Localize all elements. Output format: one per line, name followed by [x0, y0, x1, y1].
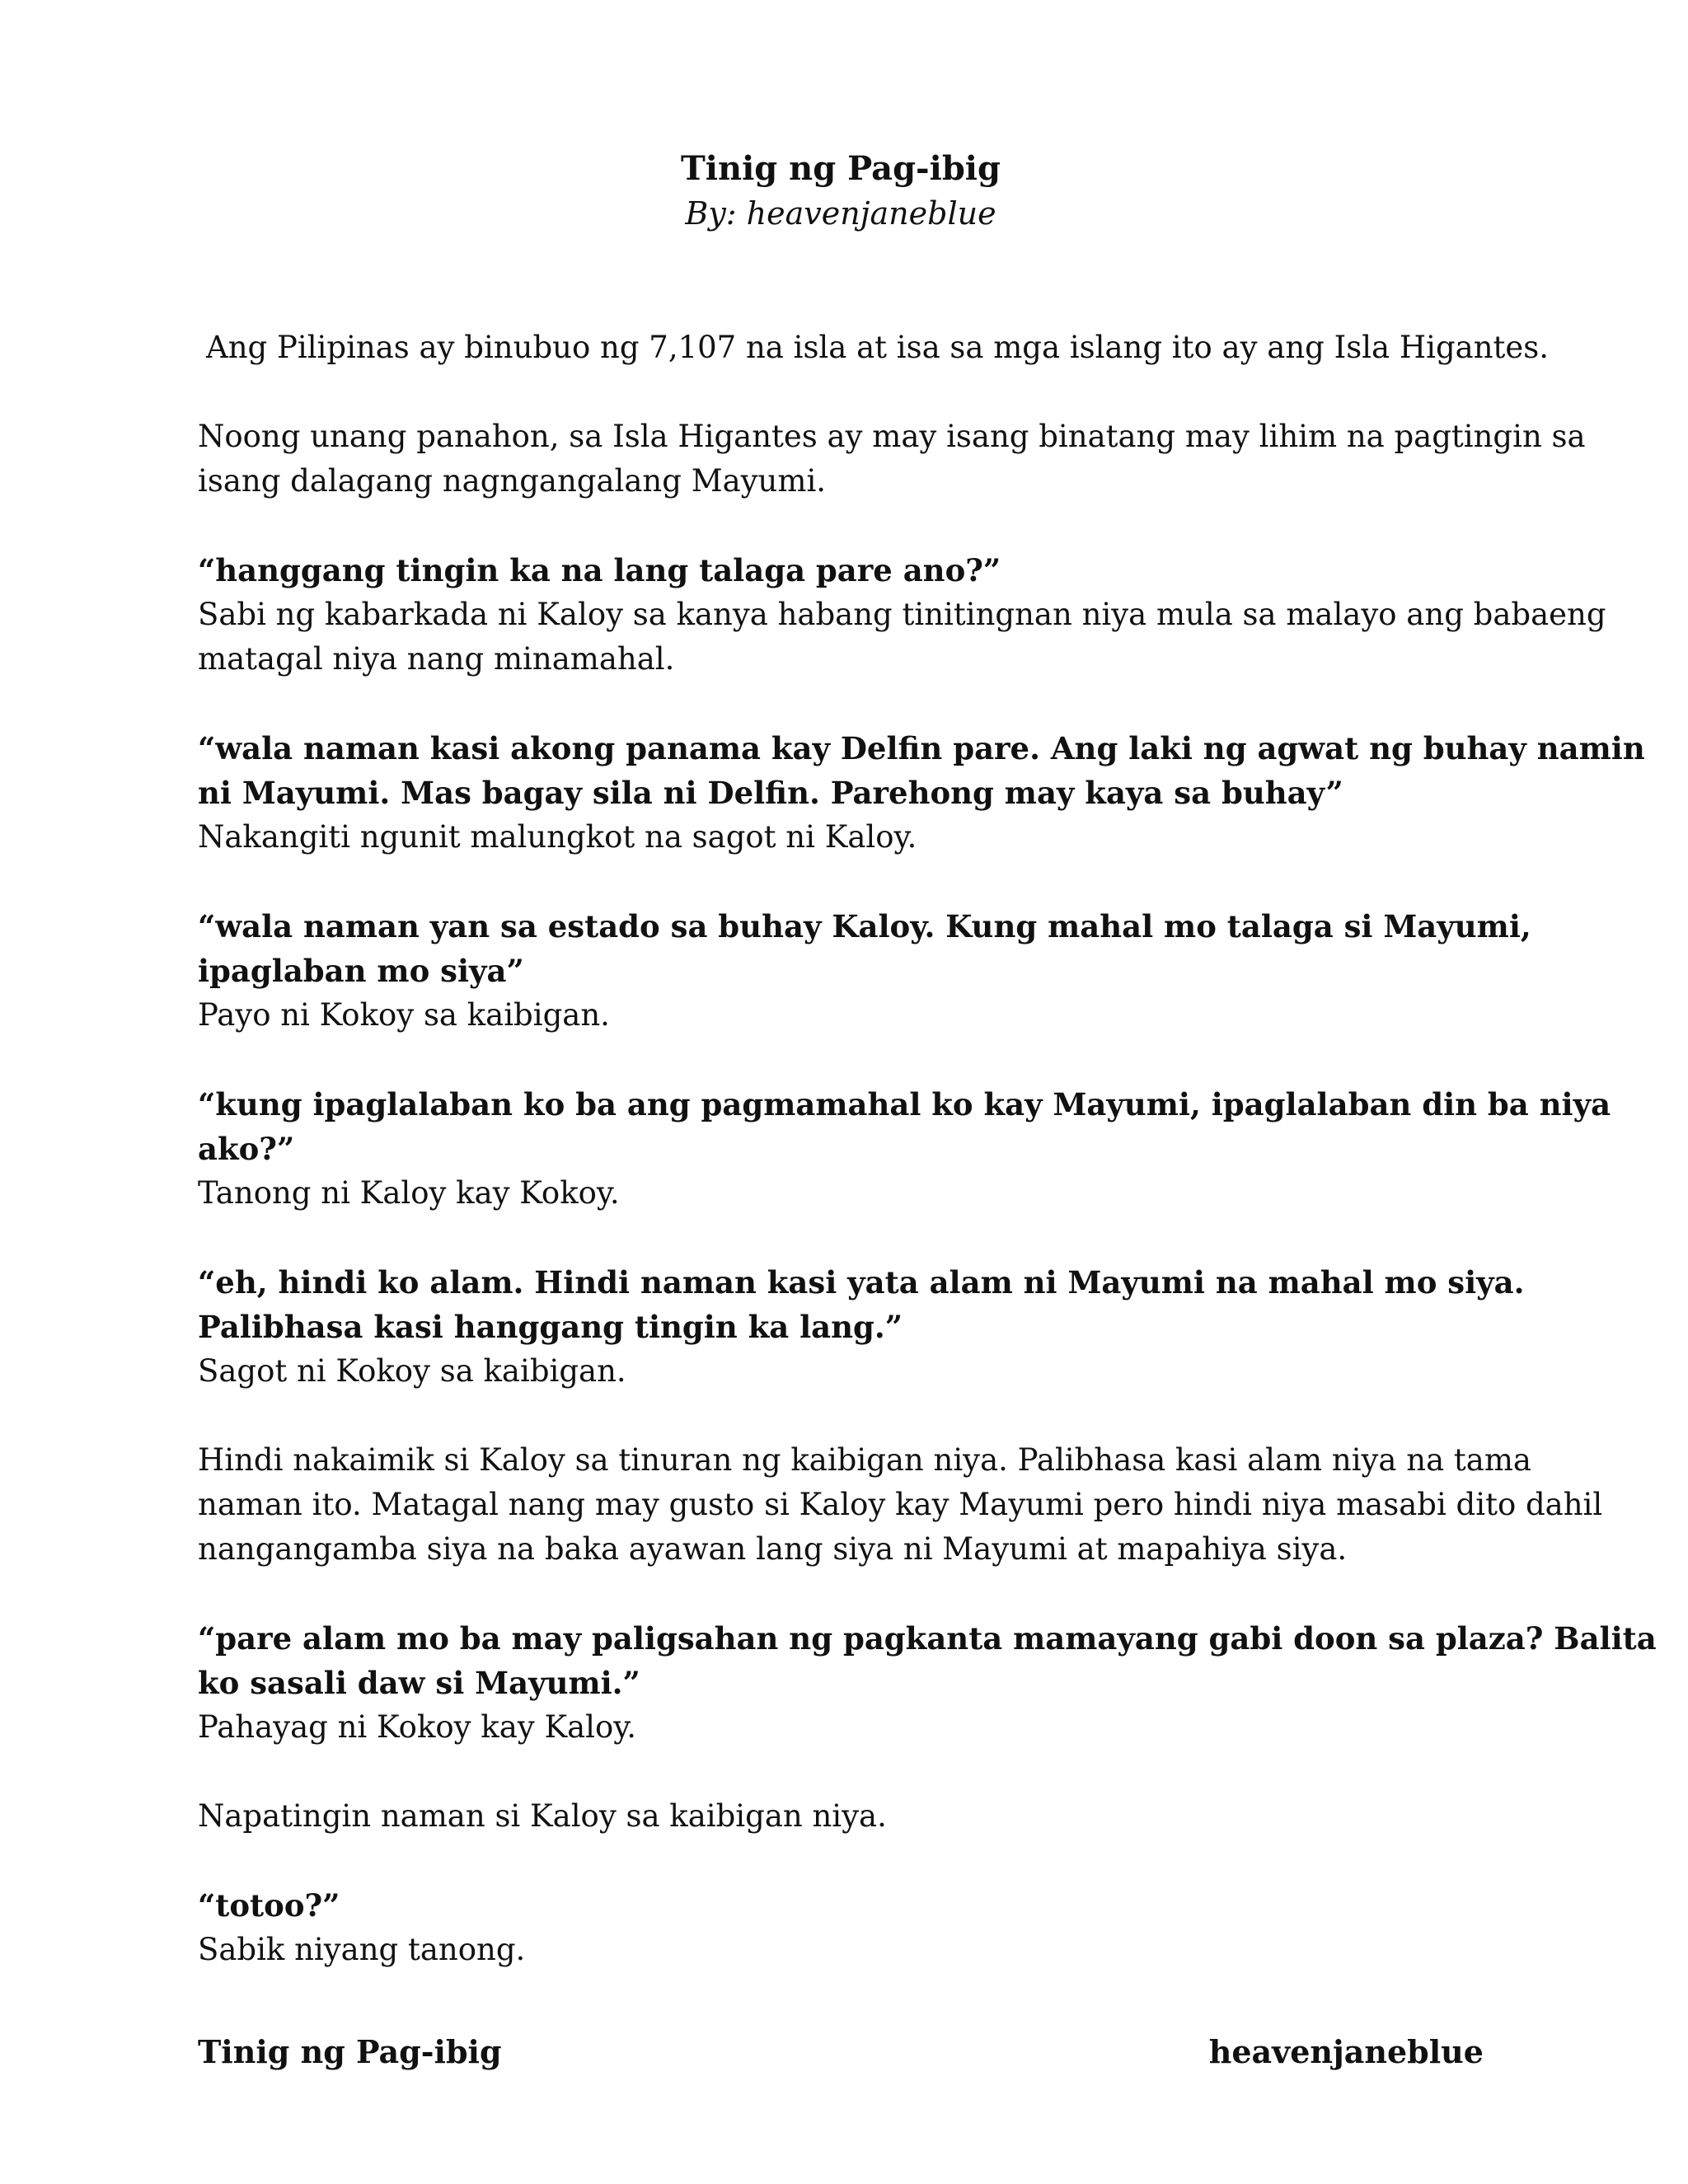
narration-line: Ang Pilipinas ay binubuo ng 7,107 na isla at isa sa mga islang ito ay ang Isla Higantes.	[206, 330, 1550, 365]
narration-line: matagal niya nang minamahal.	[198, 641, 675, 677]
story-paragraph	[198, 326, 1550, 370]
narration-line: Noong unang panahon, sa Isla Higantes ay may isang binatang may lihim na pagtingin sa	[198, 419, 1586, 454]
story-paragraph	[198, 904, 1531, 1038]
narration-line: naman ito. Matagal nang may gusto si Kaloy kay Mayumi pero hindi niya masabi dito dahil	[198, 1487, 1603, 1522]
story-body	[198, 326, 1657, 2017]
dialogue-line: “wala naman kasi akong panama kay Delfin pare. Ang laki ng agwat ng buhay namin	[198, 730, 1645, 766]
narration-line: Sagot ni Kokoy sa kaibigan.	[198, 1353, 626, 1389]
document-page	[198, 0, 1657, 2184]
dialogue-line: “eh, hindi ko alam. Hindi naman kasi yata alam ni Mayumi na mahal mo siya.	[198, 1264, 1525, 1301]
story-paragraph	[198, 548, 1606, 682]
narration-line: Hindi nakaimik si Kaloy sa tinuran ng kaibigan niya. Palibhasa kasi alam niya na tama	[198, 1442, 1531, 1478]
story-paragraph	[198, 1794, 1484, 1839]
narration-line: Sabi ng kabarkada ni Kaloy sa kanya habang tinitingnan niya mula sa malayo ang babaeng	[198, 597, 1606, 632]
document-title: Tinig ng Pag-ibig	[681, 149, 1001, 188]
dialogue-line: “kung ipaglalaban ko ba ang pagmamahal ko kay Mayumi, ipaglalaban din ba niya	[198, 1086, 1611, 1122]
dialogue-line: “wala naman yan sa estado sa buhay Kaloy. Kung mahal mo talaga si Mayumi,	[198, 908, 1531, 944]
story-paragraph	[198, 726, 1645, 860]
story-paragraph	[198, 1616, 1657, 1750]
document-byline: By: heavenjaneblue	[685, 195, 996, 232]
dialogue-line: Palibhasa kasi hanggang tingin ka lang.”	[198, 1309, 903, 1345]
narration-line: Pahayag ni Kokoy kay Kaloy.	[198, 1709, 637, 1745]
story-paragraph	[198, 1260, 1525, 1394]
dialogue-line: ni Mayumi. Mas bagay sila ni Delfin. Parehong may kaya sa buhay”	[198, 775, 1343, 811]
story-paragraph	[198, 1082, 1611, 1216]
narration-line: Nakangiti ngunit malungkot na sagot ni Kaloy.	[198, 819, 917, 855]
story-paragraph	[198, 415, 1586, 504]
narration-line: nangangamba siya na baka ayawan lang siya ni Mayumi at mapahiya siya.	[198, 1531, 1348, 1567]
dialogue-line: “pare alam mo ba may paligsahan ng pagkanta mamayang gabi doon sa plaza? Balita	[198, 1620, 1657, 1657]
footer-title: Tinig ng Pag-ibig	[198, 2033, 502, 2070]
dialogue-line: ako?”	[198, 1131, 295, 1167]
footer-author: heavenjaneblue	[1208, 2033, 1484, 2070]
dialogue-line: “hanggang tingin ka na lang talaga pare ano?”	[198, 552, 1001, 588]
dialogue-line: ko sasali daw si Mayumi.”	[198, 1665, 640, 1701]
page-footer	[198, 2030, 1484, 2074]
narration-line: isang dalagang nagngangalang Mayumi.	[198, 463, 827, 499]
narration-line: Napatingin naman si Kaloy sa kaibigan niya.	[198, 1798, 887, 1834]
dialogue-line: “totoo?”	[198, 1887, 340, 1924]
story-paragraph	[198, 1438, 1603, 1572]
dialogue-line: ipaglaban mo siya”	[198, 953, 524, 989]
narration-line: Tanong ni Kaloy kay Kokoy.	[198, 1175, 620, 1211]
narration-line: Payo ni Kokoy sa kaibigan.	[198, 997, 610, 1033]
story-paragraph	[198, 1883, 1484, 1972]
narration-line: Sabik niyang tanong.	[198, 1932, 526, 1967]
